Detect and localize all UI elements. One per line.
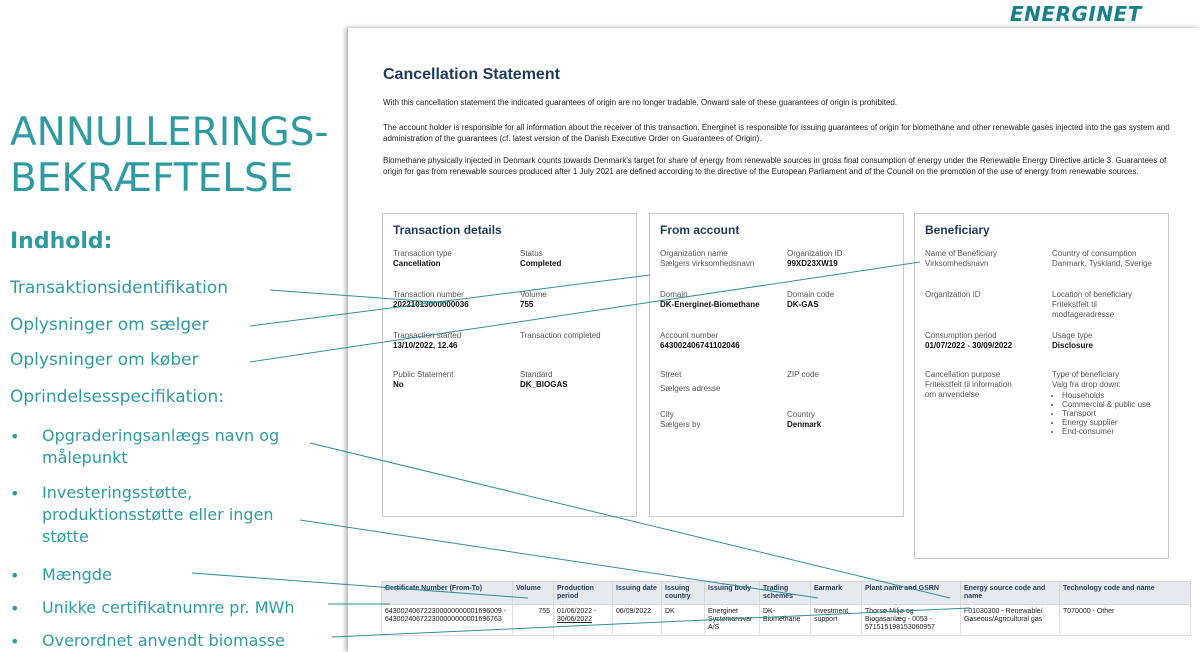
cell-line: DK- bbox=[763, 608, 776, 615]
cell-line: support bbox=[814, 616, 838, 623]
cell-line: Gaseous/Agricultural gas bbox=[964, 616, 1043, 623]
bullet-line: støtte bbox=[42, 527, 89, 546]
col-issuing-body: Issuing body bbox=[705, 582, 760, 605]
bullet-line: Mængde bbox=[42, 565, 112, 584]
cell-line: 643002406722300000000001696009 - bbox=[385, 608, 507, 615]
field-label: Transaction type bbox=[393, 249, 452, 258]
field-value: 01/07/2022 - 30/09/2022 bbox=[925, 341, 1013, 350]
bullet-line: Opgraderingsanlægs navn og bbox=[42, 426, 280, 445]
field-value: 643002406741102046 bbox=[660, 341, 740, 350]
field-label: Country bbox=[787, 410, 816, 419]
field-label: Transaction number bbox=[393, 290, 464, 299]
page-title-line-2: BEKRÆFTELSE bbox=[10, 156, 294, 201]
cell-line: Investment bbox=[814, 608, 849, 615]
field-value: No bbox=[393, 380, 404, 389]
field-value: DK-Energinet-Biomethane bbox=[660, 300, 760, 309]
field-value: Danmark, Tyskland, Sverige bbox=[1052, 259, 1152, 268]
col-earmark: Earmark bbox=[811, 582, 862, 605]
from-account-title: From account bbox=[660, 223, 740, 237]
connector-quantity bbox=[192, 573, 528, 598]
field-value: DK-GAS bbox=[787, 300, 819, 309]
col-issuing-date: Issuing date bbox=[613, 582, 662, 605]
content-heading: Indhold: bbox=[10, 229, 113, 254]
cell-line: Systemansvar bbox=[708, 616, 753, 623]
bullet-line: Investeringsstøtte, bbox=[42, 483, 193, 502]
cell-line: A/S bbox=[708, 624, 720, 631]
field-value: modtageradresse bbox=[1052, 310, 1115, 319]
field-value: 20221013000000036 bbox=[393, 300, 469, 309]
field-value: 13/10/2022, 12.46 bbox=[393, 341, 458, 350]
field-label: Organization ID bbox=[787, 249, 843, 258]
content-item-seller: Oplysninger om sælger bbox=[10, 315, 209, 335]
field-value: Sælgers by bbox=[660, 420, 701, 429]
field-label: Location of beneficiary bbox=[1052, 290, 1133, 299]
bullet-line: målepunkt bbox=[42, 448, 128, 467]
bullet-marker: • bbox=[10, 632, 20, 651]
field-value: 99XD23XW19 bbox=[787, 259, 838, 268]
connector-biomass bbox=[332, 608, 970, 637]
beneficiary-type-option: • End-consumer bbox=[1062, 427, 1150, 436]
cell-line: 01/06/2022 - bbox=[557, 608, 597, 615]
cell-technology: T070000 - Other bbox=[1060, 605, 1191, 636]
bullet-marker: • bbox=[10, 566, 20, 585]
doc-title: Cancellation Statement bbox=[383, 66, 560, 83]
cell-line: F01030300 - Renewable/ bbox=[964, 608, 1043, 615]
cell-line: Energinet bbox=[708, 608, 738, 615]
content-item-transaction-id: Transaktionsidentifikation bbox=[10, 278, 228, 298]
bullet-line: Unikke certifikatnumre pr. MWh bbox=[42, 598, 295, 617]
bullet-marker: • bbox=[10, 484, 20, 503]
col-trading-schemes: Trading schemes bbox=[760, 582, 811, 605]
field-label: Type of beneficiary bbox=[1052, 370, 1120, 379]
connector-seller bbox=[250, 275, 650, 326]
cell-volume: 755 bbox=[513, 605, 554, 636]
field-label: Public Statement bbox=[393, 370, 454, 379]
col-issuing-country: Issuing country bbox=[662, 582, 705, 605]
field-label: Transaction started bbox=[393, 331, 462, 340]
beneficiary-type-option: • Households bbox=[1062, 391, 1150, 400]
beneficiary-type-option: • Commercial & public use bbox=[1062, 400, 1150, 409]
content-item-buyer: Oplysninger om køber bbox=[10, 350, 199, 370]
field-value: Disclosure bbox=[1052, 341, 1093, 350]
field-label: Country of consumption bbox=[1052, 249, 1137, 258]
field-label: Transaction completed bbox=[520, 331, 601, 340]
field-value: Sælgers virksomhedsnavn bbox=[660, 259, 755, 268]
field-label: Volume bbox=[520, 290, 547, 299]
col-production-period: Production period bbox=[554, 582, 613, 605]
bullet-line: Overordnet anvendt biomasse bbox=[42, 631, 285, 650]
page-title-line-1: ANNULLERINGS- bbox=[10, 110, 329, 155]
field-value: Fritekstfelt til bbox=[1052, 300, 1097, 309]
field-label: Street bbox=[660, 370, 682, 379]
cell-line: Biogasanlæg - 0053 - bbox=[865, 616, 932, 623]
field-label: Standard bbox=[520, 370, 553, 379]
bullet-marker: • bbox=[10, 427, 20, 446]
bullet-marker: • bbox=[10, 599, 20, 618]
cell-line: Biomethane bbox=[763, 616, 801, 623]
col-volume: Volume bbox=[513, 582, 554, 605]
doc-paragraph-3: Biomethane physically injected in Denmark counts towards Denmark's target for share of energy from renewable sources in gross final consumption of energy under the Renewable Energy Directive article 3. Guarantees of origin for gas from renewable sources produced after 1 July 2021 are defined according to the directive of the European Parliament and of the Council on the promotion of the use of energy from renewable sources. bbox=[383, 156, 1167, 176]
content-item-origin-spec: Oprindelsesspecifikation: bbox=[10, 387, 224, 407]
field-value: DK_BIOGAS bbox=[520, 380, 568, 389]
field-label: City bbox=[660, 410, 674, 419]
field-label: Name of Beneficiary bbox=[925, 249, 998, 258]
col-technology: Technology code and name bbox=[1060, 582, 1191, 605]
beneficiary-title: Beneficiary bbox=[925, 223, 990, 237]
field-value: Valg fra drop down: bbox=[1052, 380, 1121, 389]
col-plant-name: Plant name and GSRN bbox=[862, 582, 961, 605]
cell-issuing-date: 06/09/2022 bbox=[613, 605, 662, 636]
field-label: Domain bbox=[660, 290, 688, 299]
connector-support bbox=[300, 520, 818, 598]
doc-paragraph-1: With this cancellation statement the indicated guarantees of origin are no longer tradable. Onward sale of these guarantees of origin is prohibited. bbox=[383, 98, 898, 107]
field-value: Virksomhedsnavn bbox=[925, 259, 989, 268]
field-value: 755 bbox=[520, 300, 534, 309]
field-value: Completed bbox=[520, 259, 562, 268]
bullet-line: produktionsstøtte eller ingen bbox=[42, 505, 274, 524]
field-value: om anvendelse bbox=[925, 390, 980, 399]
doc-paragraph-2: The account holder is responsible for all information about the receiver of this transaction. Energinet is responsible for issuing guarantees of origin for biomethane and other renewable gases injected into the gas system and administration of the guarantees (cf. latest version of the Danish Executive Order on Guarantees of Origin). bbox=[383, 123, 1170, 143]
field-value: Denmark bbox=[787, 420, 822, 429]
field-value: Cancellation bbox=[393, 259, 441, 268]
field-label: Cancellation purpose bbox=[925, 370, 1001, 379]
field-value: Sælgers adresse bbox=[660, 384, 721, 393]
field-label: Account number bbox=[660, 331, 719, 340]
cell-line: 643002406722300000000001696763 bbox=[385, 616, 502, 623]
transaction-details-title: Transaction details bbox=[393, 223, 502, 237]
connector-transaction-id bbox=[270, 290, 448, 303]
field-label: ZIP code bbox=[787, 370, 819, 379]
beneficiary-type-option: • Transport bbox=[1062, 409, 1150, 418]
cell-line: 571515198153060957 bbox=[865, 624, 936, 631]
cell-issuing-country: DK bbox=[662, 605, 705, 636]
beneficiary-type-option: • Energy supplier bbox=[1062, 418, 1150, 427]
field-label: Organization ID bbox=[925, 290, 981, 299]
field-label: Consumption period bbox=[925, 331, 997, 340]
field-label: Usage type bbox=[1052, 331, 1093, 340]
connector-buyer bbox=[250, 262, 920, 362]
field-label: Domain code bbox=[787, 290, 835, 299]
field-label: Status bbox=[520, 249, 543, 258]
cell-line: Thorsø Miljø og bbox=[865, 608, 914, 615]
energinet-logo: ENERGINET bbox=[1010, 2, 1142, 26]
connector-plant-name bbox=[310, 443, 950, 598]
col-energy-source: Energy source code and name bbox=[961, 582, 1060, 605]
col-certificate-number: Certificate Number (From-To) bbox=[382, 582, 513, 605]
cell-line: 30/06/2022 bbox=[557, 616, 593, 623]
field-label: Organization name bbox=[660, 249, 728, 258]
field-value: Fritekstfelt til information bbox=[925, 380, 1012, 389]
